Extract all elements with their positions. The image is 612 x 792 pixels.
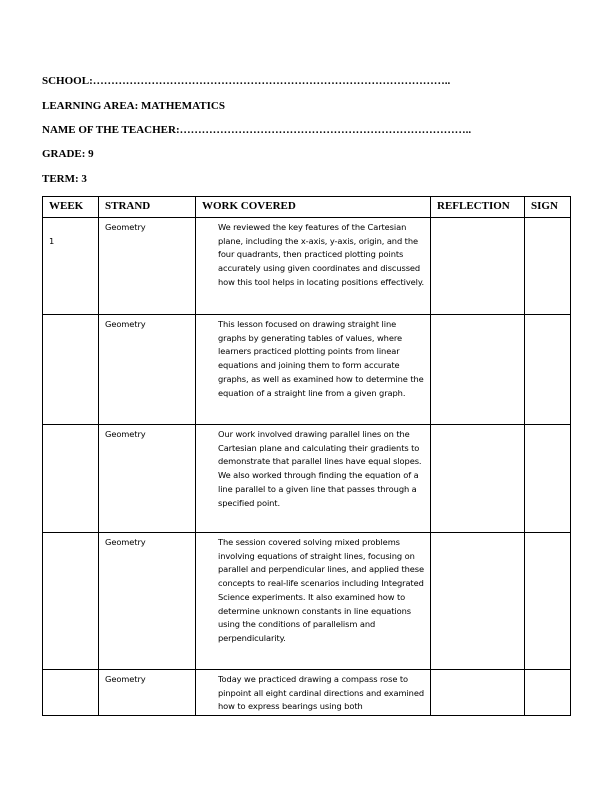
teacher-name-label: NAME OF THE TEACHER:…………………………………………………………………….. xyxy=(42,124,472,136)
term-label: TERM: 3 xyxy=(42,173,87,185)
column-header-strand: STRAND xyxy=(99,197,196,218)
strand-cell: Geometry xyxy=(99,425,196,533)
column-header-reflection: REFLECTION xyxy=(431,197,525,218)
sign-cell xyxy=(525,425,571,533)
school-label: SCHOOL:…………………………………………………………………………………….. xyxy=(42,75,451,87)
strand-cell: Geometry xyxy=(99,315,196,425)
work-covered-cell: Today we practiced drawing a compass rose to pinpoint all eight cardinal directions and examined how to express bearings using both xyxy=(196,670,431,716)
sign-cell xyxy=(525,218,571,315)
scheme-of-work-table xyxy=(42,196,571,716)
table-row xyxy=(43,218,571,315)
grade-label: GRADE: 9 xyxy=(42,148,94,160)
sign-cell xyxy=(525,533,571,670)
strand-cell: Geometry xyxy=(99,670,196,716)
reflection-cell xyxy=(431,533,525,670)
table-row xyxy=(43,425,571,533)
column-header-week: WEEK xyxy=(43,197,99,218)
week-cell xyxy=(43,533,99,670)
strand-cell: Geometry xyxy=(99,533,196,670)
sign-cell xyxy=(525,670,571,716)
table-row xyxy=(43,670,571,716)
work-covered-cell: The session covered solving mixed problems involving equations of straight lines, focusing on parallel and perpendicular lines, and applied these concepts to real-life scenarios including Integrated Science experiments. It also examined how to determine unknown constants in line equations using the conditions of parallelism and perpendicularity. xyxy=(196,533,431,670)
table-header-row xyxy=(43,197,571,218)
reflection-cell xyxy=(431,218,525,315)
table-row xyxy=(43,315,571,425)
week-cell: 1 xyxy=(43,218,99,315)
week-cell xyxy=(43,315,99,425)
strand-cell: Geometry xyxy=(99,218,196,315)
work-covered-cell: This lesson focused on drawing straight line graphs by generating tables of values, where learners practiced plotting points from linear equations and joining them to form accurate graphs, as well as examined how to determine the equation of a straight line from a given graph. xyxy=(196,315,431,425)
work-covered-cell: Our work involved drawing parallel lines on the Cartesian plane and calculating their gradients to demonstrate that parallel lines have equal slopes. We also worked through finding the equation of a line parallel to a given line that passes through a specified point. xyxy=(196,425,431,533)
learning-area-label: LEARNING AREA: MATHEMATICS xyxy=(42,100,225,112)
reflection-cell xyxy=(431,670,525,716)
week-cell xyxy=(43,425,99,533)
sign-cell xyxy=(525,315,571,425)
reflection-cell xyxy=(431,425,525,533)
reflection-cell xyxy=(431,315,525,425)
work-covered-cell: We reviewed the key features of the Cartesian plane, including the x-axis, y-axis, origin, and the four quadrants, then practiced plotting points accurately using given coordinates and discussed how this tool helps in locating positions effectively. xyxy=(196,218,431,315)
column-header-sign: SIGN xyxy=(525,197,571,218)
week-cell xyxy=(43,670,99,716)
table-row xyxy=(43,533,571,670)
column-header-work-covered: WORK COVERED xyxy=(196,197,431,218)
